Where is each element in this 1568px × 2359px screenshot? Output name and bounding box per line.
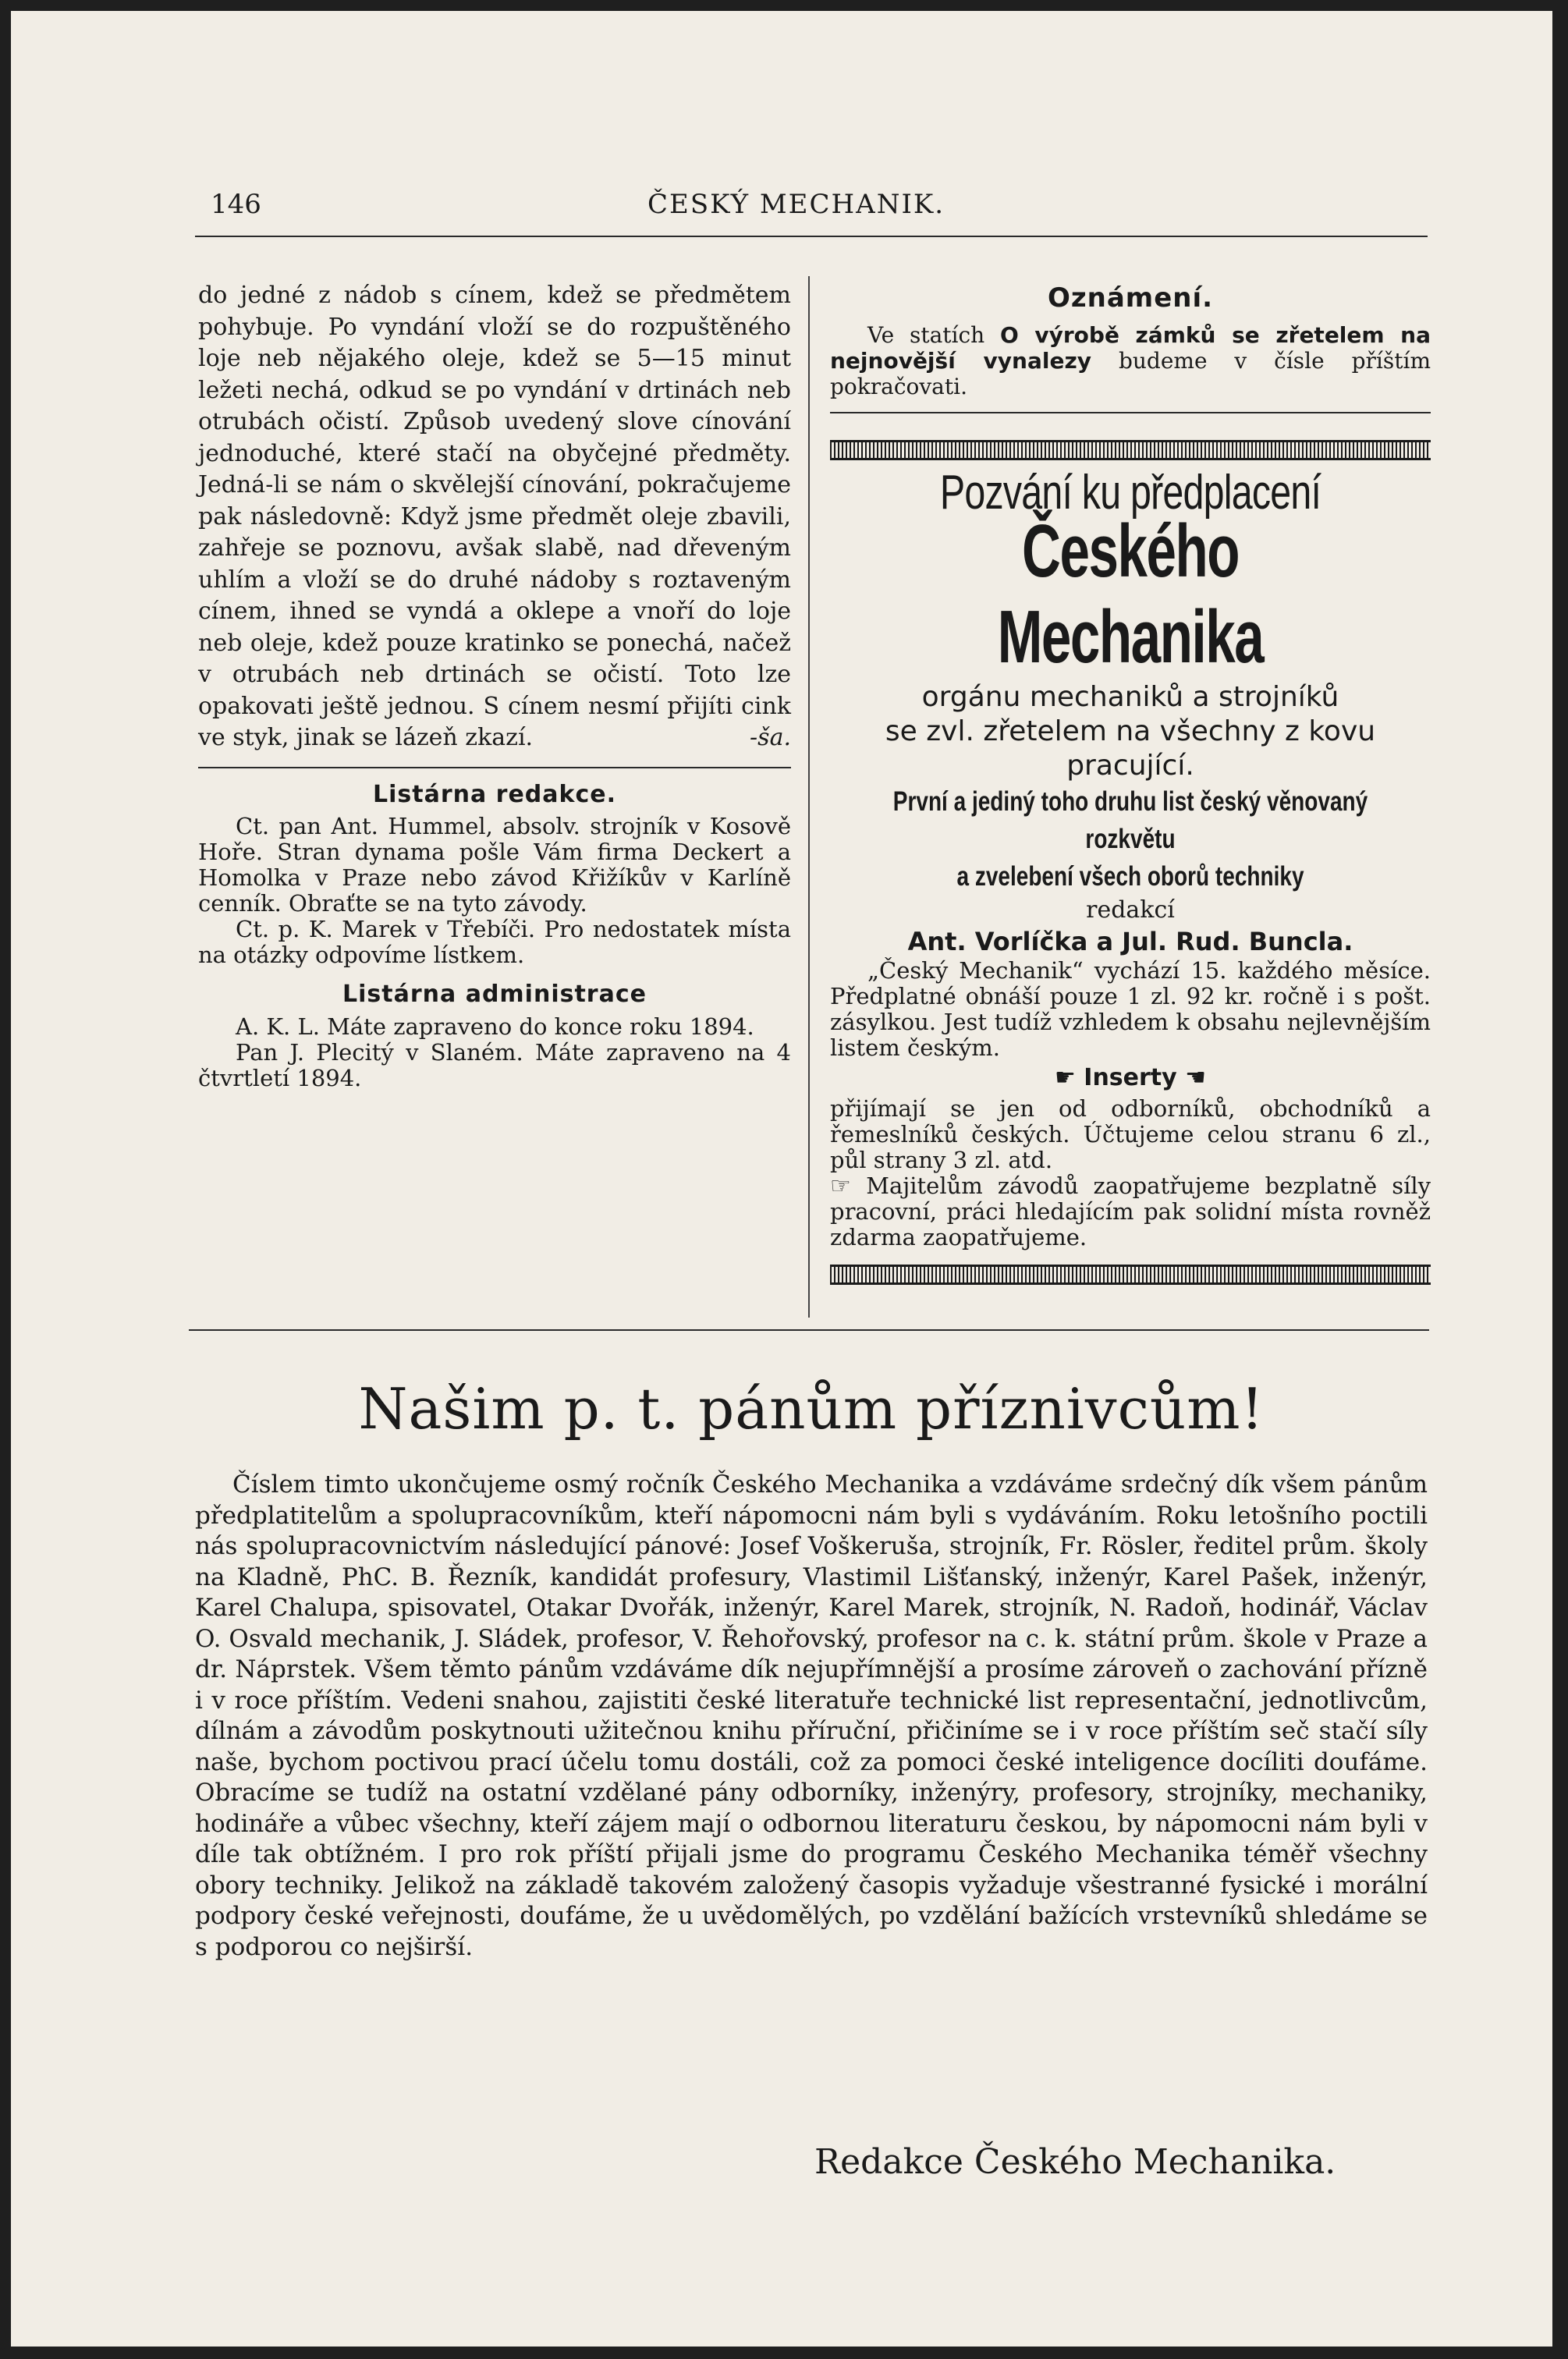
ad-development: a zvelebení všech oborů techniky (956, 861, 1304, 892)
left-column (198, 280, 791, 1091)
listarna-redakce-p1: Ct. pan Ant. Hummel, absolv. strojník v Kosově Hoře. Stran dynama pošle Vám firma Deckert a Homolka v Praze nebo závod Křižíkův v Karlíně cenník. Obraťte se na tyto závody. (198, 813, 791, 917)
header-rule (195, 236, 1428, 237)
announce-rule (830, 412, 1431, 413)
ad-editors: Ant. Vorlíčka a Jul. Rud. Buncla. (907, 927, 1353, 956)
pointing-hand-icon: ☞ (830, 1172, 867, 1200)
editorial-signature: Redakce Českého Mechanika. (814, 2142, 1336, 2182)
ad-redakci: redakcí (1086, 896, 1175, 924)
article-text: do jedné z nádob s cínem, kdež se předmětem pohybuje. Po vyndání vloží se do rozpuštěného loje neb nějakého oleje, kdež se 5—15 minut ležeti nechá, odkud se po vyndání v drtinách neb otrubách očistí. Způsob uvedený slove cínování jednoduché, které stačí na obyčejné předměty. Jedná-li se nám o skvělejší cínování, pokračujeme pak následovně: Když jsme předmět oleje zbavili, zahřeje se poznovu, avšak slabě, nad dřeveným uhlím a vloží se do druhé nádoby s roztaveným cínem, ihned se vyndá a oklepe a vnoří do loje neb oleje, kdež pouze kratinko se ponechá, načež v otrubách neb drtinách se očistí. Toto lze opakovati ještě jednou. S cínem nesmí přijíti cink ve styk, jinak se lázeň zkazí. -ša. (198, 280, 791, 754)
right-column (830, 282, 1431, 1285)
announce-title: Oznámení. (1047, 282, 1214, 314)
listarna-administrace-p2: Pan J. Plecitý v Slaném. Máte zapraveno na 4 čtvrtletí 1894. (198, 1038, 791, 1091)
ad-top-border (830, 440, 1431, 460)
journal-title: ČESKÝ MECHANIK. (647, 189, 945, 220)
ad-majitelum: ☞ Majitelům závodů zaopatřujeme bezplatně síly pracovní, práci hledajícím pak solidní místa rovněž zdarma zaopatřujeme. (830, 1172, 1431, 1250)
ad-focus: se zvl. zřetelem na všechny z kovu pracující. (885, 715, 1376, 782)
column-divider (808, 276, 810, 1318)
ad-subscription-text: „Český Mechanik“ vychází 15. každého měsíce. Předplatné obnáší pouze 1 zl. 92 kr. ročně i s pošt. zásylkou. Jest tudíž vzhledem k obsahu nejlevnějším listem českým. (830, 957, 1431, 1061)
listarna-redakce-heading: Listárna redakce. (372, 780, 617, 808)
section-rule (198, 767, 791, 768)
thanks-body: Číslem timto ukončujeme osmý ročník Českého Mechanika a vzdáváme srdečný dík všem pánům předplatitelům a spolupracovníkům, kteří nápomocni nám byli s vydáváním. Roku letošního poctili nás spolupracovnictvím následující pánové: Josef Voškeruša, strojník, Fr. Rösler, ředitel prům. školy na Kladně, PhC. B. Řezník, kandidát profesury, Vlastimil Lišťanský, inženýr, Karel Pašek, inženýr, Karel Chalupa, spisovatel, Otakar Dvořák, inženýr, Karel Marek, strojník, N. Radoň, hodinář, Václav O. Osvald mechanik, J. Sládek, profesor, V. Řehořovský, profesor na c. k. státní prům. škole v Praze a dr. Náprstek. Všem těmto pánům vzdáváme dík nejupřímnější a prosíme zároveň o zachování přízně i v roce příštím. Vedeni snahou, zajistiti české literatuře technické list representační, jednotlivcům, dílnám a závodům poskytnouti užitečnou knihu příruční, přičiníme se i v roce příštím seč stačí síly naše, bychom poctivou prací účelu tomu dostáli, což za pomoci české inteligence docíliti doufáme. Obracíme se tudíž na ostatní vzdělané pány odborníky, inženýry, profesory, strojníky, mechaniky, hodináře a vůbec všechny, kteří zájem mají o odbornou literaturu českou, by nápomocni nám byli v díle tak obtížném. I pro rok příští přijali jsme do programu Českého Mechanika téměř všechny obory techniky. Jelikož na základě takovém založený časopis vyžaduje všestranné fysické i morální podpory české veřejnosti, doufáme, že u uvědomělých, po vzdělání bažících vrstevníků shledáme se s podporou co nejširší. (195, 1470, 1428, 1961)
thanks-title: Našim p. t. pánům příznivcům! (358, 1376, 1265, 1442)
ad-inserty-text: přijímají se jen od odborníků, obchodníků a řemeslníků českých. Účtujeme celou stranu 6 zl., půl strany 3 zl. atd. (830, 1094, 1431, 1173)
page (11, 11, 1552, 2347)
page-header (195, 189, 1428, 228)
pointing-hand-left-icon: ☚ (1176, 1064, 1207, 1091)
article-signature: -ša. (750, 724, 791, 751)
ad-inserty: ☛ Inserty ☚ (1054, 1064, 1207, 1091)
ad-organ: orgánu mechaniků a strojníků (921, 681, 1339, 713)
ad-first: První a jediný toho druhu list český věnovaný rozkvětu (892, 786, 1368, 854)
ad-journal-name: Českého Mechanika (997, 509, 1264, 679)
ad-bottom-border (830, 1265, 1431, 1285)
pointing-hand-icon: ☛ (1054, 1064, 1084, 1091)
listarna-administrace-heading: Listárna administrace (342, 981, 647, 1008)
listarna-administrace-p1: A. K. L. Máte zapraveno do konce roku 1894. (236, 1013, 754, 1040)
ad-invitation: Pozvání ku předplacení (939, 465, 1321, 520)
section-divider (189, 1329, 1429, 1331)
announce-text: Ve statích O výrobě zámků se zřetelem na nejnovější vynalezy budeme v čísle příštím pokračovati. (830, 321, 1431, 399)
page-number: 146 (211, 189, 261, 220)
listarna-redakce-p2: Ct. p. K. Marek v Třebíči. Pro nedostatek místa na otázky odpovíme lístkem. (198, 916, 791, 968)
